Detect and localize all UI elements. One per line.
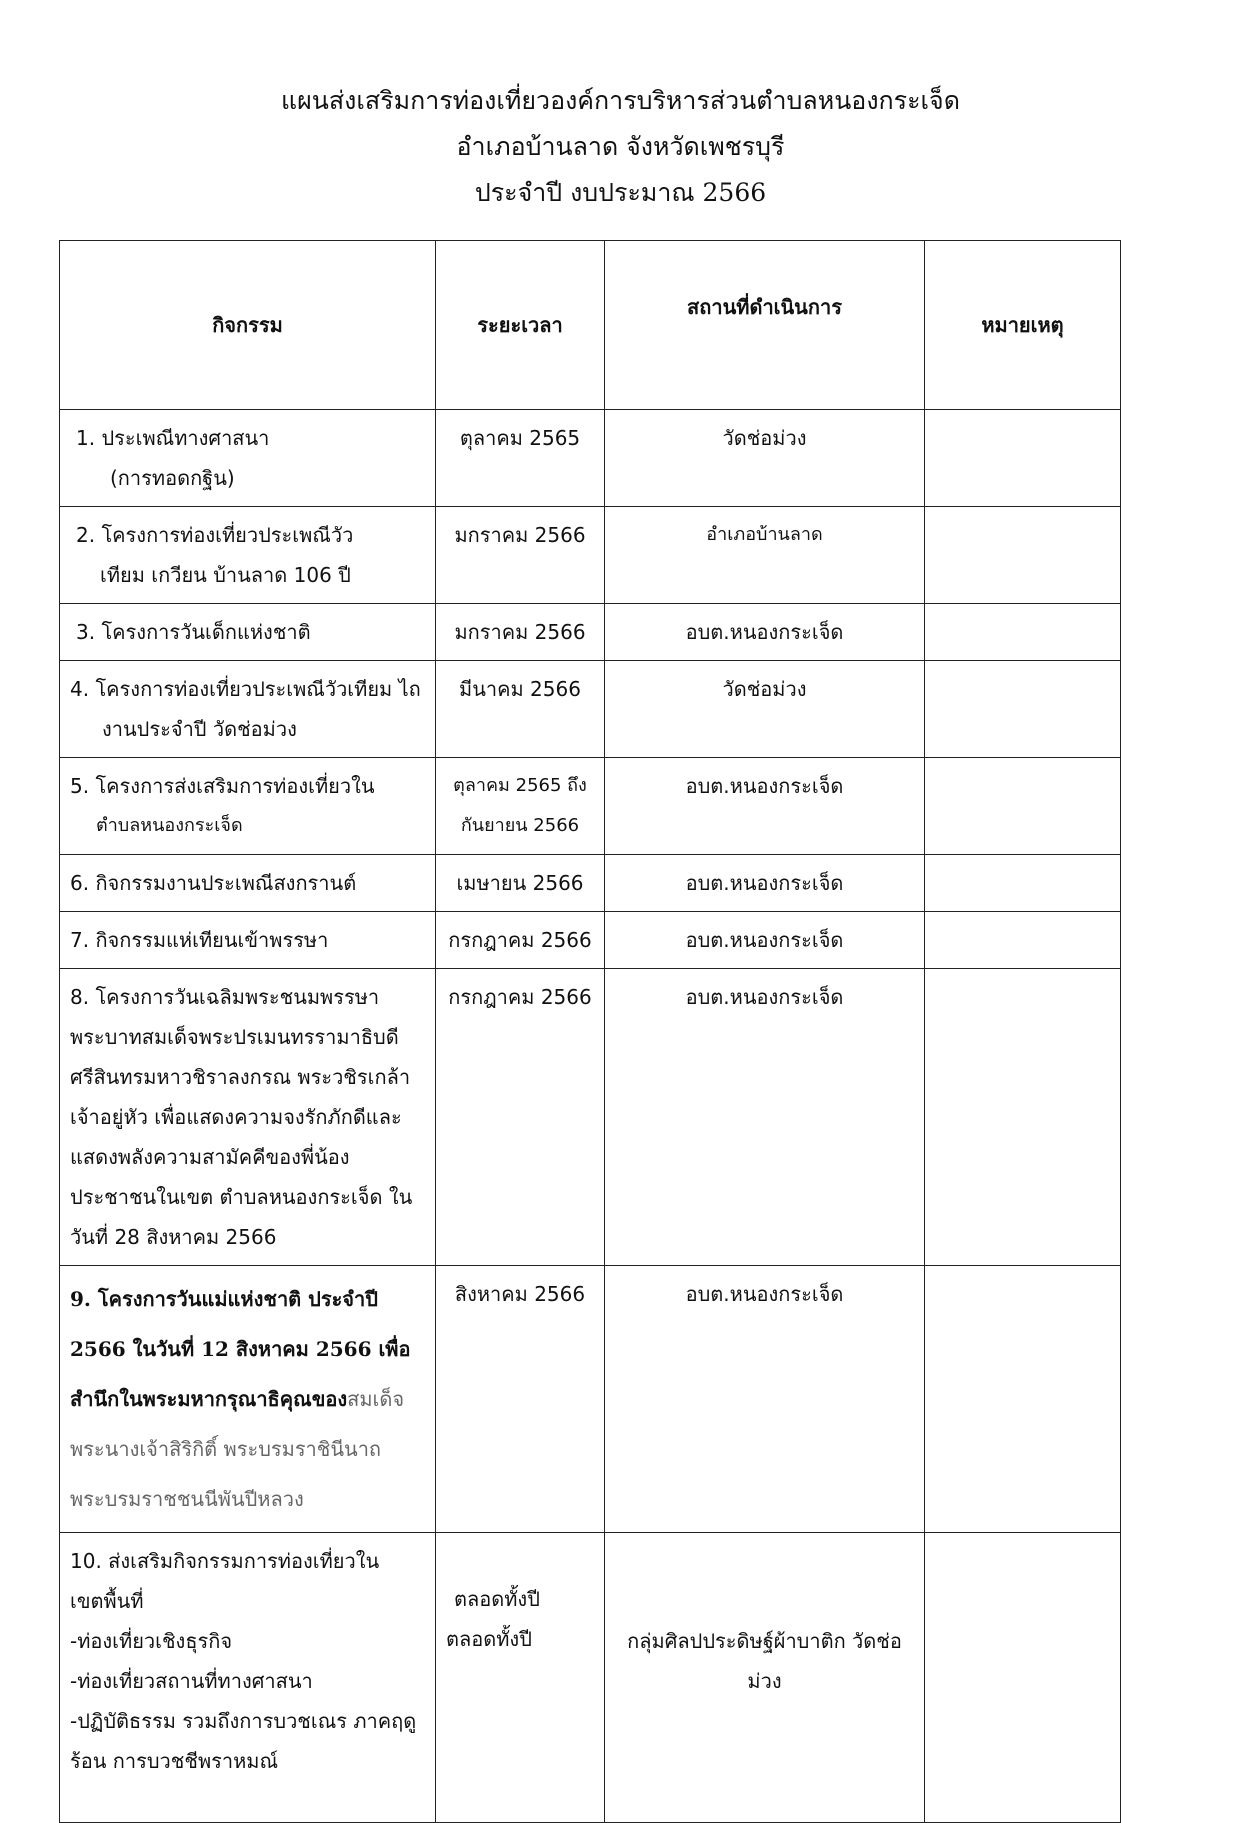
activity-line: -ท่องเที่ยวสถานที่ทางศาสนา — [70, 1669, 313, 1693]
activity-line: เทียม เกวียน บ้านลาด 106 ปี — [100, 563, 351, 587]
header-location: สถานที่ดำเนินการ — [605, 241, 925, 410]
activity-line: สมเด็จ — [347, 1387, 405, 1411]
location-cell — [605, 604, 925, 661]
activity-cell — [60, 507, 436, 604]
activity-line: วันที่ 28 สิงหาคม 2566 — [70, 1225, 277, 1249]
activity-cell — [60, 661, 436, 758]
remark-cell — [925, 912, 1121, 969]
period-text: มกราคม 2566 — [454, 523, 586, 547]
period-cell — [436, 758, 605, 855]
period-cell — [436, 969, 605, 1266]
period-text: กันยายน 2566 — [460, 815, 580, 836]
remark-cell — [925, 507, 1121, 604]
activity-line: 2. โครงการท่องเที่ยวประเพณีวัว — [76, 523, 354, 547]
remark-cell — [925, 855, 1121, 912]
period-text: มกราคม 2566 — [454, 620, 586, 644]
remark-cell — [925, 1533, 1121, 1823]
location-cell — [605, 661, 925, 758]
remark-cell — [925, 604, 1121, 661]
location-cell — [605, 1533, 925, 1823]
activity-line: (การทอดกฐิน) — [110, 466, 235, 490]
period-cell — [436, 410, 605, 507]
location-cell — [605, 758, 925, 855]
activity-line: เจ้าอยู่หัว เพื่อแสดงความจงรักภักดีและ — [70, 1105, 402, 1129]
location-text: อบต.หนองกระเจ็ด — [685, 985, 844, 1009]
activity-line: 2566 ในวันที่ 12 สิงหาคม 2566 เพื่อ — [70, 1337, 411, 1361]
period-text: ตุลาคม 2565 ถึง — [453, 775, 587, 796]
location-text: ม่วง — [747, 1669, 782, 1693]
location-text: อบต.หนองกระเจ็ด — [685, 928, 844, 952]
table-row — [60, 969, 1121, 1266]
activity-line: 5. โครงการส่งเสริมการท่องเที่ยวใน — [70, 774, 375, 798]
activity-cell — [60, 1266, 436, 1533]
activity-line: พระบรมราชชนนีพันปีหลวง — [70, 1487, 304, 1511]
table-row — [60, 855, 1121, 912]
period-text: ตุลาคม 2565 — [459, 426, 581, 450]
location-text: กลุ่มศิลปประดิษฐ์ผ้าบาติก วัดช่อ — [627, 1629, 902, 1653]
activity-line: พระบาทสมเด็จพระปรเมนทรรามาธิบดี — [70, 1025, 399, 1049]
table-row — [60, 604, 1121, 661]
activity-cell — [60, 410, 436, 507]
period-cell — [436, 604, 605, 661]
document-title — [0, 78, 1241, 216]
table-row — [60, 410, 1121, 507]
table-row — [60, 912, 1121, 969]
activity-line: สำนึกในพระมหากรุณาธิคุณของ — [70, 1387, 348, 1411]
table-row — [60, 507, 1121, 604]
title-line-1: แผนส่งเสริมการท่องเที่ยวองค์การบริหารส่วนตำบลหนองกระเจ็ด — [281, 86, 960, 115]
location-text: อบต.หนองกระเจ็ด — [685, 774, 844, 798]
period-text: มีนาคม 2566 — [459, 677, 581, 701]
location-cell — [605, 855, 925, 912]
table-row — [60, 1533, 1121, 1823]
remark-cell — [925, 1266, 1121, 1533]
period-cell — [436, 855, 605, 912]
remark-cell — [925, 969, 1121, 1266]
remark-cell — [925, 758, 1121, 855]
table-row — [60, 758, 1121, 855]
period-text: ตลอดทั้งปี — [446, 1627, 532, 1651]
activity-cell — [60, 969, 436, 1266]
activity-line: 9. โครงการวันแม่แห่งชาติ ประจำปี — [70, 1287, 378, 1311]
location-text: อบต.หนองกระเจ็ด — [685, 871, 844, 895]
period-text: เมษายน 2566 — [456, 871, 584, 895]
header-remark: หมายเหตุ — [925, 241, 1121, 410]
tourism-plan-table — [59, 240, 1121, 1823]
activity-line: งานประจำปี วัดช่อม่วง — [102, 717, 297, 741]
activity-cell — [60, 604, 436, 661]
activity-cell — [60, 758, 436, 855]
period-text: ตลอดทั้งปี — [454, 1587, 540, 1611]
activity-cell — [60, 855, 436, 912]
activity-line: ตำบลหนองกระเจ็ด — [96, 815, 243, 836]
table-row — [60, 661, 1121, 758]
activity-line: 7. กิจกรรมแห่เทียนเข้าพรรษา — [70, 928, 329, 952]
header-activity: กิจกรรม — [60, 241, 436, 410]
period-cell — [436, 1533, 605, 1823]
activity-line: 8. โครงการวันเฉลิมพระชนมพรรษา — [70, 985, 380, 1009]
remark-cell — [925, 410, 1121, 507]
location-cell — [605, 1266, 925, 1533]
activity-line: แสดงพลังความสามัคคีของพี่น้อง — [70, 1145, 350, 1169]
location-text: อบต.หนองกระเจ็ด — [685, 1282, 844, 1306]
period-cell — [436, 661, 605, 758]
location-cell — [605, 507, 925, 604]
title-line-2: อำเภอบ้านลาด จังหวัดเพชรบุรี — [456, 132, 785, 161]
activity-line: -ท่องเที่ยวเชิงธุรกิจ — [70, 1629, 233, 1653]
activity-line: 10. ส่งเสริมกิจกรรมการท่องเที่ยวใน — [70, 1549, 380, 1573]
location-text: อำเภอบ้านลาด — [706, 524, 823, 545]
period-text: กรกฎาคม 2566 — [448, 928, 592, 952]
title-line-3: ประจำปี งบประมาณ 2566 — [474, 178, 767, 207]
activity-line: เขตพื้นที่ — [70, 1589, 144, 1613]
activity-line: 4. โครงการท่องเที่ยวประเพณีวัวเทียม ไถ — [70, 677, 421, 701]
activity-line: -ปฏิบัติธรรม รวมถึงการบวชเณร ภาคฤดู — [70, 1709, 417, 1733]
activity-line: 3. โครงการวันเด็กแห่งชาติ — [76, 620, 311, 644]
location-text: วัดช่อม่วง — [722, 677, 807, 701]
remark-cell — [925, 661, 1121, 758]
location-text: วัดช่อม่วง — [722, 426, 807, 450]
table-header-row — [60, 241, 1121, 410]
period-cell — [436, 1266, 605, 1533]
location-text: อบต.หนองกระเจ็ด — [685, 620, 844, 644]
activity-line: ศรีสินทรมหาวชิราลงกรณ พระวชิรเกล้า — [70, 1065, 411, 1089]
location-cell — [605, 969, 925, 1266]
activity-cell — [60, 1533, 436, 1823]
period-cell — [436, 507, 605, 604]
activity-line: พระนางเจ้าสิริกิติ์ พระบรมราชินีนาถ — [70, 1437, 382, 1461]
period-text: สิงหาคม 2566 — [454, 1282, 586, 1306]
activity-cell — [60, 912, 436, 969]
activity-line: 1. ประเพณีทางศาสนา — [76, 426, 270, 450]
location-cell — [605, 912, 925, 969]
activity-line: 6. กิจกรรมงานประเพณีสงกรานต์ — [70, 871, 357, 895]
activity-line: ประชาชนในเขต ตำบลหนองกระเจ็ด ใน — [70, 1185, 413, 1209]
activity-line: ร้อน การบวชชีพราหมณ์ — [70, 1749, 279, 1773]
period-text: กรกฎาคม 2566 — [448, 985, 592, 1009]
table-row — [60, 1266, 1121, 1533]
period-cell — [436, 912, 605, 969]
header-period: ระยะเวลา — [436, 241, 605, 410]
location-cell — [605, 410, 925, 507]
